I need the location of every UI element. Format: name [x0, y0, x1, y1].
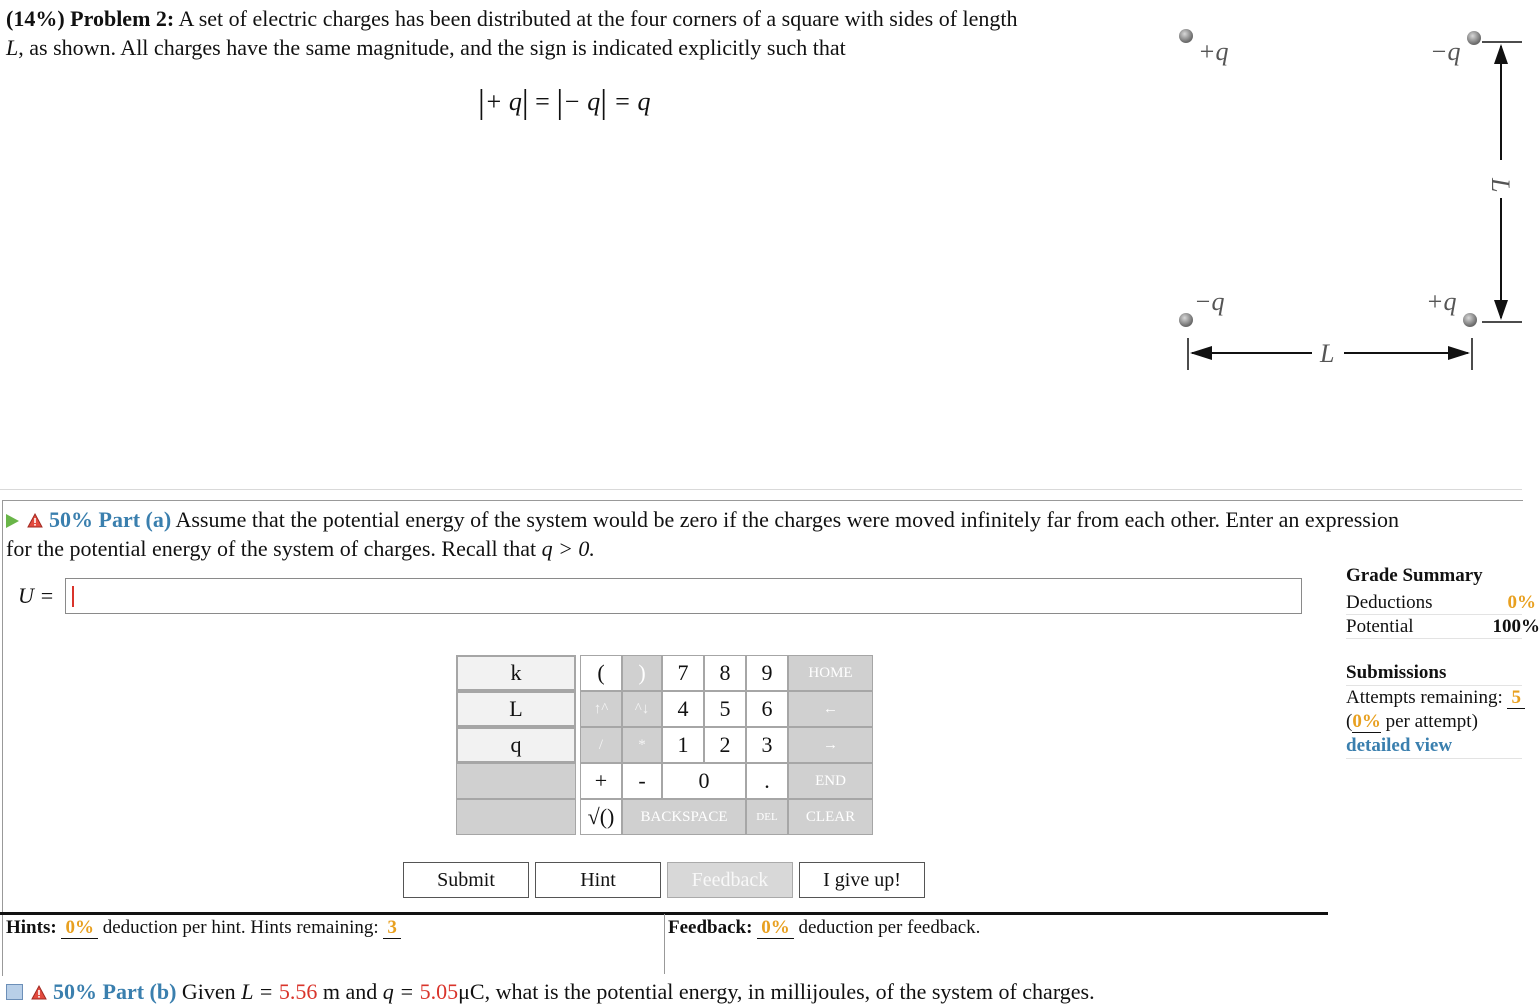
- deductions-row: [1346, 591, 1536, 615]
- key-home: HOME: [788, 655, 873, 691]
- key-4[interactable]: 4: [662, 691, 704, 727]
- part-b-text-2: m and: [322, 979, 378, 1004]
- key-superscript-up: ↑^: [580, 691, 622, 727]
- dim-vertical-arrow-down: [1494, 300, 1508, 320]
- grade-summary: [1346, 565, 1540, 639]
- part-b-text-1: Given: [181, 979, 236, 1004]
- attempts-value: 5: [1507, 687, 1525, 709]
- key-9[interactable]: 9: [746, 655, 788, 691]
- key-multiply: *: [622, 727, 662, 763]
- hints-feedback-divider: [664, 914, 665, 974]
- potential-value: 100%: [1492, 616, 1540, 637]
- feedback-text: deduction per feedback.: [798, 917, 981, 938]
- play-icon[interactable]: [6, 514, 19, 528]
- problem-title: Problem 2:: [70, 6, 175, 31]
- key-close-paren: ): [622, 655, 662, 691]
- key-open-paren[interactable]: (: [580, 655, 622, 691]
- warning-icon: [27, 513, 43, 528]
- charge-bottom-left: [1179, 313, 1193, 327]
- charge-top-left: [1179, 29, 1193, 43]
- key-var-empty-1: [456, 763, 576, 799]
- submit-button[interactable]: Submit: [403, 862, 529, 898]
- keypad: [456, 655, 873, 835]
- part-a-condition: q > 0.: [541, 536, 595, 561]
- key-var-q[interactable]: q: [456, 727, 576, 763]
- collapsed-part-icon[interactable]: [6, 984, 23, 1000]
- key-plus[interactable]: +: [580, 763, 622, 799]
- part-b-q-eq: q =: [382, 979, 415, 1004]
- eq-equals-1: =: [535, 87, 550, 116]
- key-var-k[interactable]: k: [456, 655, 576, 691]
- per-attempt-pct: 0%: [1352, 711, 1381, 732]
- part-b-prompt: [6, 977, 1521, 1006]
- feedback-pct: 0%: [757, 917, 794, 939]
- potential-row: [1346, 615, 1540, 639]
- key-minus[interactable]: -: [622, 763, 662, 799]
- problem-statement: [6, 4, 1146, 62]
- part-b-L-value: 5.56: [278, 979, 318, 1004]
- eq-equals-2: = q: [613, 87, 651, 116]
- part-a-prompt: [6, 505, 1521, 563]
- feedback-info: [668, 917, 980, 939]
- label-top-right: −q: [1430, 37, 1461, 66]
- key-var-empty-2: [456, 799, 576, 835]
- part-a-text-2: for the potential energy of the system of charges. Recall that: [6, 536, 537, 561]
- charge-bottom-right: [1463, 313, 1477, 327]
- part-b-q-value: 5.05: [419, 979, 459, 1004]
- detailed-view-link[interactable]: detailed view: [1346, 735, 1453, 756]
- potential-label: Potential: [1346, 616, 1414, 637]
- key-7[interactable]: 7: [662, 655, 704, 691]
- part-b-text-3: μC, what is the potential energy, in millijoules, of the system of charges.: [458, 979, 1095, 1004]
- hints-text: deduction per hint. Hints remaining:: [102, 917, 379, 938]
- label-bottom-left: −q: [1194, 287, 1225, 316]
- key-left-arrow: ←: [788, 691, 873, 727]
- section-divider: [0, 489, 1522, 490]
- key-3[interactable]: 3: [746, 727, 788, 763]
- problem-text-2: , as shown. All charges have the same magnitude, and the sign is indicated explicitly such that: [18, 35, 846, 60]
- attempts-label: Attempts remaining:: [1346, 687, 1503, 708]
- key-0[interactable]: 0: [662, 763, 746, 799]
- label-top-left: +q: [1198, 37, 1229, 66]
- hints-remaining: 3: [383, 917, 401, 939]
- key-6[interactable]: 6: [746, 691, 788, 727]
- key-1[interactable]: 1: [662, 727, 704, 763]
- part-a-label: 50% Part (a): [49, 507, 172, 532]
- answer-label: U =: [18, 583, 55, 608]
- hint-button[interactable]: Hint: [535, 862, 661, 898]
- key-5[interactable]: 5: [704, 691, 746, 727]
- feedback-button: Feedback: [667, 862, 793, 898]
- eq-minus-q: − q: [563, 87, 601, 116]
- key-2[interactable]: 2: [704, 727, 746, 763]
- deductions-label: Deductions: [1346, 592, 1433, 613]
- hints-label: Hints:: [6, 917, 57, 938]
- hints-pct: 0%: [61, 917, 98, 939]
- hints-info: [6, 917, 401, 939]
- key-var-L[interactable]: L: [456, 691, 576, 727]
- feedback-label: Feedback:: [668, 917, 753, 938]
- key-8[interactable]: 8: [704, 655, 746, 691]
- deductions-value: 0%: [1507, 592, 1536, 613]
- key-clear: CLEAR: [788, 799, 873, 835]
- submissions-panel: [1346, 661, 1522, 759]
- dim-horizontal-arrow-right: [1448, 346, 1470, 360]
- problem-var-L: L: [6, 35, 19, 60]
- key-backspace: BACKSPACE: [622, 799, 746, 835]
- part-b-L-eq: L =: [241, 979, 274, 1004]
- part-b-label[interactable]: 50% Part (b): [53, 979, 177, 1004]
- dim-vertical-arrow-up: [1494, 44, 1508, 64]
- text-cursor: [72, 586, 74, 607]
- charge-diagram: [1170, 20, 1522, 380]
- answer-input[interactable]: [65, 578, 1302, 614]
- dim-horizontal-label: L: [1320, 339, 1335, 368]
- problem-weight: (14%): [6, 6, 65, 31]
- warning-icon: [31, 985, 47, 1000]
- key-decimal[interactable]: .: [746, 763, 788, 799]
- key-divide: /: [580, 727, 622, 763]
- magnitude-equation: |+ q| = |− q| = q: [478, 84, 651, 121]
- give-up-button[interactable]: I give up!: [799, 862, 925, 898]
- open-paren: (: [1346, 711, 1353, 732]
- submissions-title: Submissions: [1346, 662, 1447, 683]
- key-superscript-down: ^↓: [622, 691, 662, 727]
- key-end: END: [788, 763, 873, 799]
- eq-plus-q: + q: [484, 87, 522, 116]
- dim-vertical-label: L: [1486, 178, 1515, 193]
- key-right-arrow: →: [788, 727, 873, 763]
- charge-top-right: [1467, 31, 1481, 45]
- per-attempt-text: per attempt): [1385, 711, 1478, 732]
- key-sqrt[interactable]: √(): [580, 799, 622, 835]
- part-a-text-1: Assume that the potential energy of the system would be zero if the charges were moved infinitely far from each other. Enter an expression: [175, 507, 1399, 532]
- label-bottom-right: +q: [1426, 287, 1457, 316]
- key-del: DEL: [746, 799, 788, 835]
- problem-text-1: A set of electric charges has been distributed at the four corners of a square with sides of length: [178, 6, 1018, 31]
- dim-horizontal-arrow-left: [1190, 346, 1212, 360]
- grade-summary-title: Grade Summary: [1346, 565, 1483, 586]
